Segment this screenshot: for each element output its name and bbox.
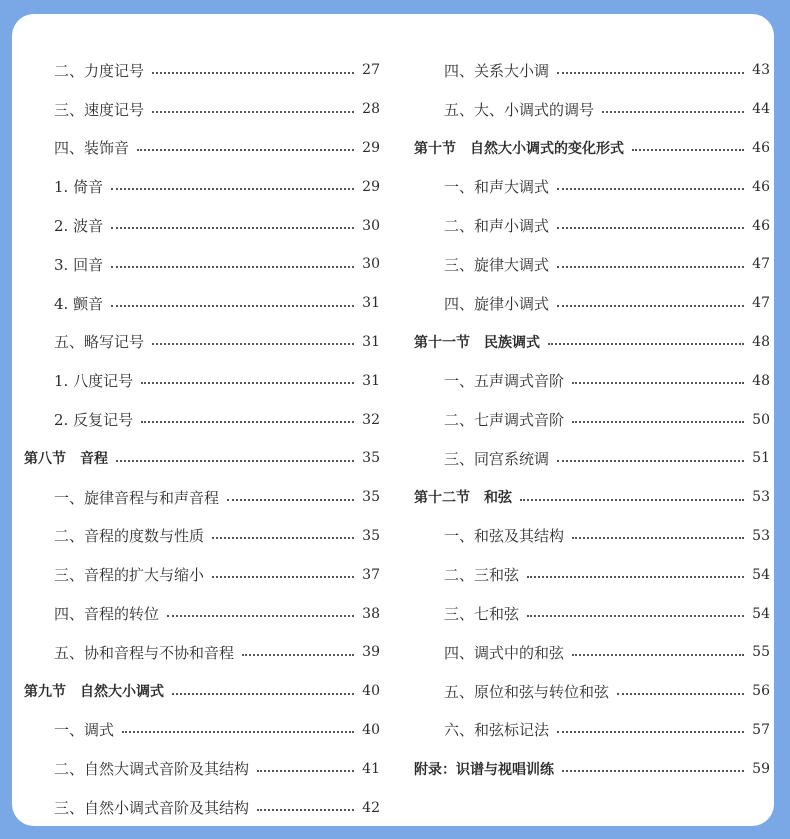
toc-entry-label (444, 525, 564, 546)
dot-leader (617, 692, 744, 695)
toc-page-number: 53 (752, 527, 770, 544)
dot-leader (572, 653, 744, 656)
toc-entry-label (54, 642, 234, 663)
dot-leader (242, 653, 354, 656)
dot-leader (520, 498, 744, 501)
toc-entry-label (54, 564, 204, 585)
toc-page-number: 59 (752, 760, 770, 777)
toc-page-number: 31 (362, 295, 380, 312)
toc-entry[interactable] (414, 594, 770, 633)
toc-entry-label (444, 564, 519, 585)
toc-entry-label-text: 四、关系大小调 (444, 61, 550, 80)
dot-leader (227, 498, 354, 501)
toc-entry[interactable] (24, 167, 380, 206)
toc-section-heading[interactable] (414, 749, 770, 788)
toc-entry[interactable] (24, 788, 380, 827)
dot-leader (116, 459, 354, 462)
toc-page-number: 54 (752, 605, 770, 622)
toc-page-number: 46 (752, 139, 770, 156)
toc-entry[interactable] (24, 284, 380, 323)
dot-leader (172, 692, 354, 695)
dot-leader (152, 71, 354, 74)
toc-entry-label-text: 第十一节 (414, 334, 470, 351)
dot-leader (257, 769, 354, 772)
toc-page-number: 43 (752, 62, 770, 79)
toc-page-number: 48 (752, 372, 770, 389)
toc-page-number: 31 (362, 372, 380, 389)
toc-entry-label-text: 2. 反复记号 (54, 411, 134, 430)
toc-page-number: 30 (362, 256, 380, 273)
toc-entry[interactable] (24, 594, 380, 633)
toc-page-number: 44 (752, 101, 770, 118)
dot-leader (548, 342, 744, 345)
toc-entry-label (54, 409, 133, 430)
toc-entry-label-text: 第十二节 (414, 490, 470, 507)
toc-entry-label (54, 370, 133, 391)
toc-entry[interactable] (24, 245, 380, 284)
toc-entry-label (444, 60, 549, 81)
dot-leader (632, 148, 744, 151)
dot-leader (152, 110, 354, 113)
toc-page-number: 46 (752, 178, 770, 195)
toc-section-title: 和弦 (484, 490, 512, 507)
toc-entry[interactable] (414, 439, 770, 478)
toc-entry-label (24, 448, 108, 468)
toc-page-number: 56 (752, 683, 770, 700)
toc-page-number: 46 (752, 217, 770, 234)
toc-entry-label-text: 五、协和音程与不协和音程 (54, 643, 235, 662)
toc-page-number: 42 (362, 799, 380, 816)
toc-entry-label (444, 99, 594, 120)
toc-entry-label-text: 三、速度记号 (54, 100, 145, 119)
toc-entry-label-text: 四、音程的转位 (54, 605, 160, 624)
toc-entry-label-text: 一、旋律音程与和声音程 (54, 488, 220, 507)
toc-entry-label (54, 758, 249, 779)
dot-leader (602, 110, 744, 113)
toc-entry-label-text: 二、力度记号 (54, 61, 145, 80)
toc-entry-label-text: 二、七声调式音阶 (444, 411, 565, 430)
toc-entry[interactable] (414, 90, 770, 129)
toc-entry-label-text: 一、调式 (54, 721, 115, 740)
toc-entry[interactable] (414, 51, 770, 90)
toc-entry-label-text: 1. 八度记号 (54, 372, 134, 391)
toc-page-number: 51 (752, 450, 770, 467)
dot-leader (557, 226, 744, 229)
toc-left-column (24, 51, 380, 827)
toc-entry-label (414, 332, 540, 352)
toc-entry[interactable] (414, 206, 770, 245)
toc-entry[interactable] (24, 633, 380, 672)
toc-entry[interactable] (414, 361, 770, 400)
dot-leader (122, 730, 354, 733)
toc-entry-label (444, 603, 519, 624)
toc-entry-label (414, 759, 554, 779)
dot-leader (111, 187, 354, 190)
toc-entry-label-text: 五、略写记号 (54, 333, 145, 352)
toc-page-number: 40 (362, 721, 380, 738)
toc-page-number: 35 (362, 489, 380, 506)
toc-entry-label-text: 一、五声调式音阶 (444, 372, 565, 391)
toc-page-number: 55 (752, 644, 770, 661)
toc-entry[interactable] (414, 633, 770, 672)
toc-entry-label (54, 331, 144, 352)
toc-entry-label (444, 681, 609, 702)
toc-entry[interactable] (24, 206, 380, 245)
toc-entry-label-text: 三、自然小调式音阶及其结构 (54, 799, 250, 818)
toc-section-heading[interactable] (24, 672, 380, 711)
toc-entry-label (444, 448, 549, 469)
toc-entry-label-text: 3. 回音 (54, 255, 104, 274)
dot-leader (557, 730, 744, 733)
toc-entry[interactable] (414, 555, 770, 594)
dot-leader (212, 575, 354, 578)
toc-entry-label (444, 215, 549, 236)
toc-entry[interactable] (24, 90, 380, 129)
toc-page-number: 39 (362, 644, 380, 661)
toc-entry-label (444, 293, 549, 314)
toc-section-title: 自然大小调式的变化形式 (470, 140, 624, 157)
toc-page-number: 48 (752, 333, 770, 350)
toc-entry[interactable] (24, 323, 380, 362)
toc-entry[interactable] (24, 361, 380, 400)
toc-entry[interactable] (24, 711, 380, 750)
toc-entry[interactable] (414, 711, 770, 750)
toc-entry-label (414, 138, 624, 158)
toc-section-heading[interactable] (414, 478, 770, 517)
toc-entry-label-text: 四、调式中的和弦 (444, 643, 565, 662)
dot-leader (152, 342, 354, 345)
dot-leader (212, 536, 354, 539)
toc-entry-label-text: 4. 颤音 (54, 294, 104, 313)
toc-entry[interactable] (24, 129, 380, 168)
toc-page-number: 32 (362, 411, 380, 428)
toc-section-title: 民族调式 (484, 334, 540, 351)
dot-leader (557, 265, 744, 268)
toc-section-title: 自然大小调式 (80, 684, 164, 701)
dot-leader (557, 187, 744, 190)
dot-leader (527, 575, 744, 578)
toc-entry-label (444, 370, 564, 391)
toc-entry[interactable] (414, 517, 770, 556)
dot-leader (111, 304, 354, 307)
dot-leader (141, 420, 354, 423)
toc-right-column (414, 51, 770, 788)
toc-entry-label-text: 三、音程的扩大与缩小 (54, 566, 205, 585)
dot-leader (557, 459, 744, 462)
toc-entry-label (444, 254, 549, 275)
toc-entry-label-text: 四、旋律小调式 (444, 294, 550, 313)
toc-page-number: 47 (752, 256, 770, 273)
toc-entry-label (54, 603, 159, 624)
toc-entry[interactable] (414, 167, 770, 206)
dot-leader (572, 381, 744, 384)
toc-entry-label-text: 二、和声小调式 (444, 217, 550, 236)
toc-entry-label-text: 第十节 (414, 140, 456, 157)
toc-page-number: 31 (362, 333, 380, 350)
dot-leader (111, 226, 354, 229)
toc-section-title: 音程 (80, 451, 108, 468)
toc-entry[interactable] (24, 400, 380, 439)
toc-entry-label (444, 176, 549, 197)
dot-leader (562, 769, 744, 772)
toc-entry[interactable] (24, 517, 380, 556)
toc-entry-label (444, 642, 564, 663)
toc-entry-label (54, 176, 103, 197)
toc-entry-label-text: 三、七和弦 (444, 605, 520, 624)
toc-entry-label (54, 99, 144, 120)
toc-entry[interactable] (414, 672, 770, 711)
toc-entry-label-text: 2. 波音 (54, 217, 104, 236)
toc-page-number: 30 (362, 217, 380, 234)
toc-entry[interactable] (24, 51, 380, 90)
dot-leader (557, 71, 744, 74)
toc-entry[interactable] (24, 555, 380, 594)
toc-entry-label-text: 五、大、小调式的调号 (444, 100, 595, 119)
dot-leader (141, 381, 354, 384)
toc-page-number: 38 (362, 605, 380, 622)
toc-entry-label (444, 409, 564, 430)
dot-leader (137, 148, 354, 151)
dot-leader (527, 614, 744, 617)
toc-entry-label-text: 三、旋律大调式 (444, 255, 550, 274)
toc-entry-label (54, 215, 103, 236)
toc-entry-label (54, 137, 129, 158)
toc-page-number: 40 (362, 683, 380, 700)
toc-page-number: 47 (752, 295, 770, 312)
toc-page-number: 53 (752, 489, 770, 506)
toc-page-number: 29 (362, 178, 380, 195)
toc-entry[interactable] (24, 478, 380, 517)
toc-entry-label (444, 719, 549, 740)
toc-page-number: 50 (752, 411, 770, 428)
toc-entry-label (54, 525, 204, 546)
toc-entry-label-text: 附录：识谱与视唱训练 (414, 761, 554, 778)
toc-entry-label (54, 293, 103, 314)
toc-entry-label (54, 719, 114, 740)
toc-entry-label-text: 一、和弦及其结构 (444, 527, 565, 546)
toc-entry-label (54, 797, 249, 818)
toc-page-number: 41 (362, 760, 380, 777)
toc-page-number: 29 (362, 139, 380, 156)
toc-entry-label-text: 三、同宫系统调 (444, 449, 550, 468)
toc-entry-label-text: 二、自然大调式音阶及其结构 (54, 760, 250, 779)
dot-leader (257, 808, 354, 811)
dot-leader (111, 265, 354, 268)
toc-entry-label-text: 五、原位和弦与转位和弦 (444, 682, 610, 701)
dot-leader (572, 420, 744, 423)
toc-page-number: 57 (752, 721, 770, 738)
toc-entry[interactable] (24, 749, 380, 788)
toc-section-heading[interactable] (414, 129, 770, 168)
toc-entry-label (54, 254, 103, 275)
toc-card (12, 14, 774, 826)
toc-section-heading[interactable] (414, 323, 770, 362)
dot-leader (572, 536, 744, 539)
toc-entry-label-text: 六、和弦标记法 (444, 721, 550, 740)
dot-leader (557, 304, 744, 307)
toc-entry-label-text: 1. 倚音 (54, 178, 104, 197)
toc-entry-label-text: 二、音程的度数与性质 (54, 527, 205, 546)
toc-entry-label (414, 487, 512, 507)
toc-entry-label-text: 二、三和弦 (444, 566, 520, 585)
toc-entry-label (24, 681, 164, 701)
toc-page-number: 35 (362, 450, 380, 467)
toc-entry-label (54, 487, 219, 508)
toc-entry-label-text: 一、和声大调式 (444, 178, 550, 197)
toc-entry[interactable] (414, 245, 770, 284)
toc-entry-label-text: 第九节 (24, 684, 66, 701)
toc-entry[interactable] (414, 284, 770, 323)
toc-entry-label (54, 60, 144, 81)
dot-leader (167, 614, 354, 617)
toc-page-number: 37 (362, 566, 380, 583)
toc-entry-label-text: 第八节 (24, 451, 66, 468)
toc-page-number: 28 (362, 101, 380, 118)
toc-section-heading[interactable] (24, 439, 380, 478)
toc-page-number: 54 (752, 566, 770, 583)
toc-page-number: 27 (362, 62, 380, 79)
toc-page-number: 35 (362, 527, 380, 544)
toc-entry[interactable] (414, 400, 770, 439)
toc-entry-label-text: 四、装饰音 (54, 139, 130, 158)
